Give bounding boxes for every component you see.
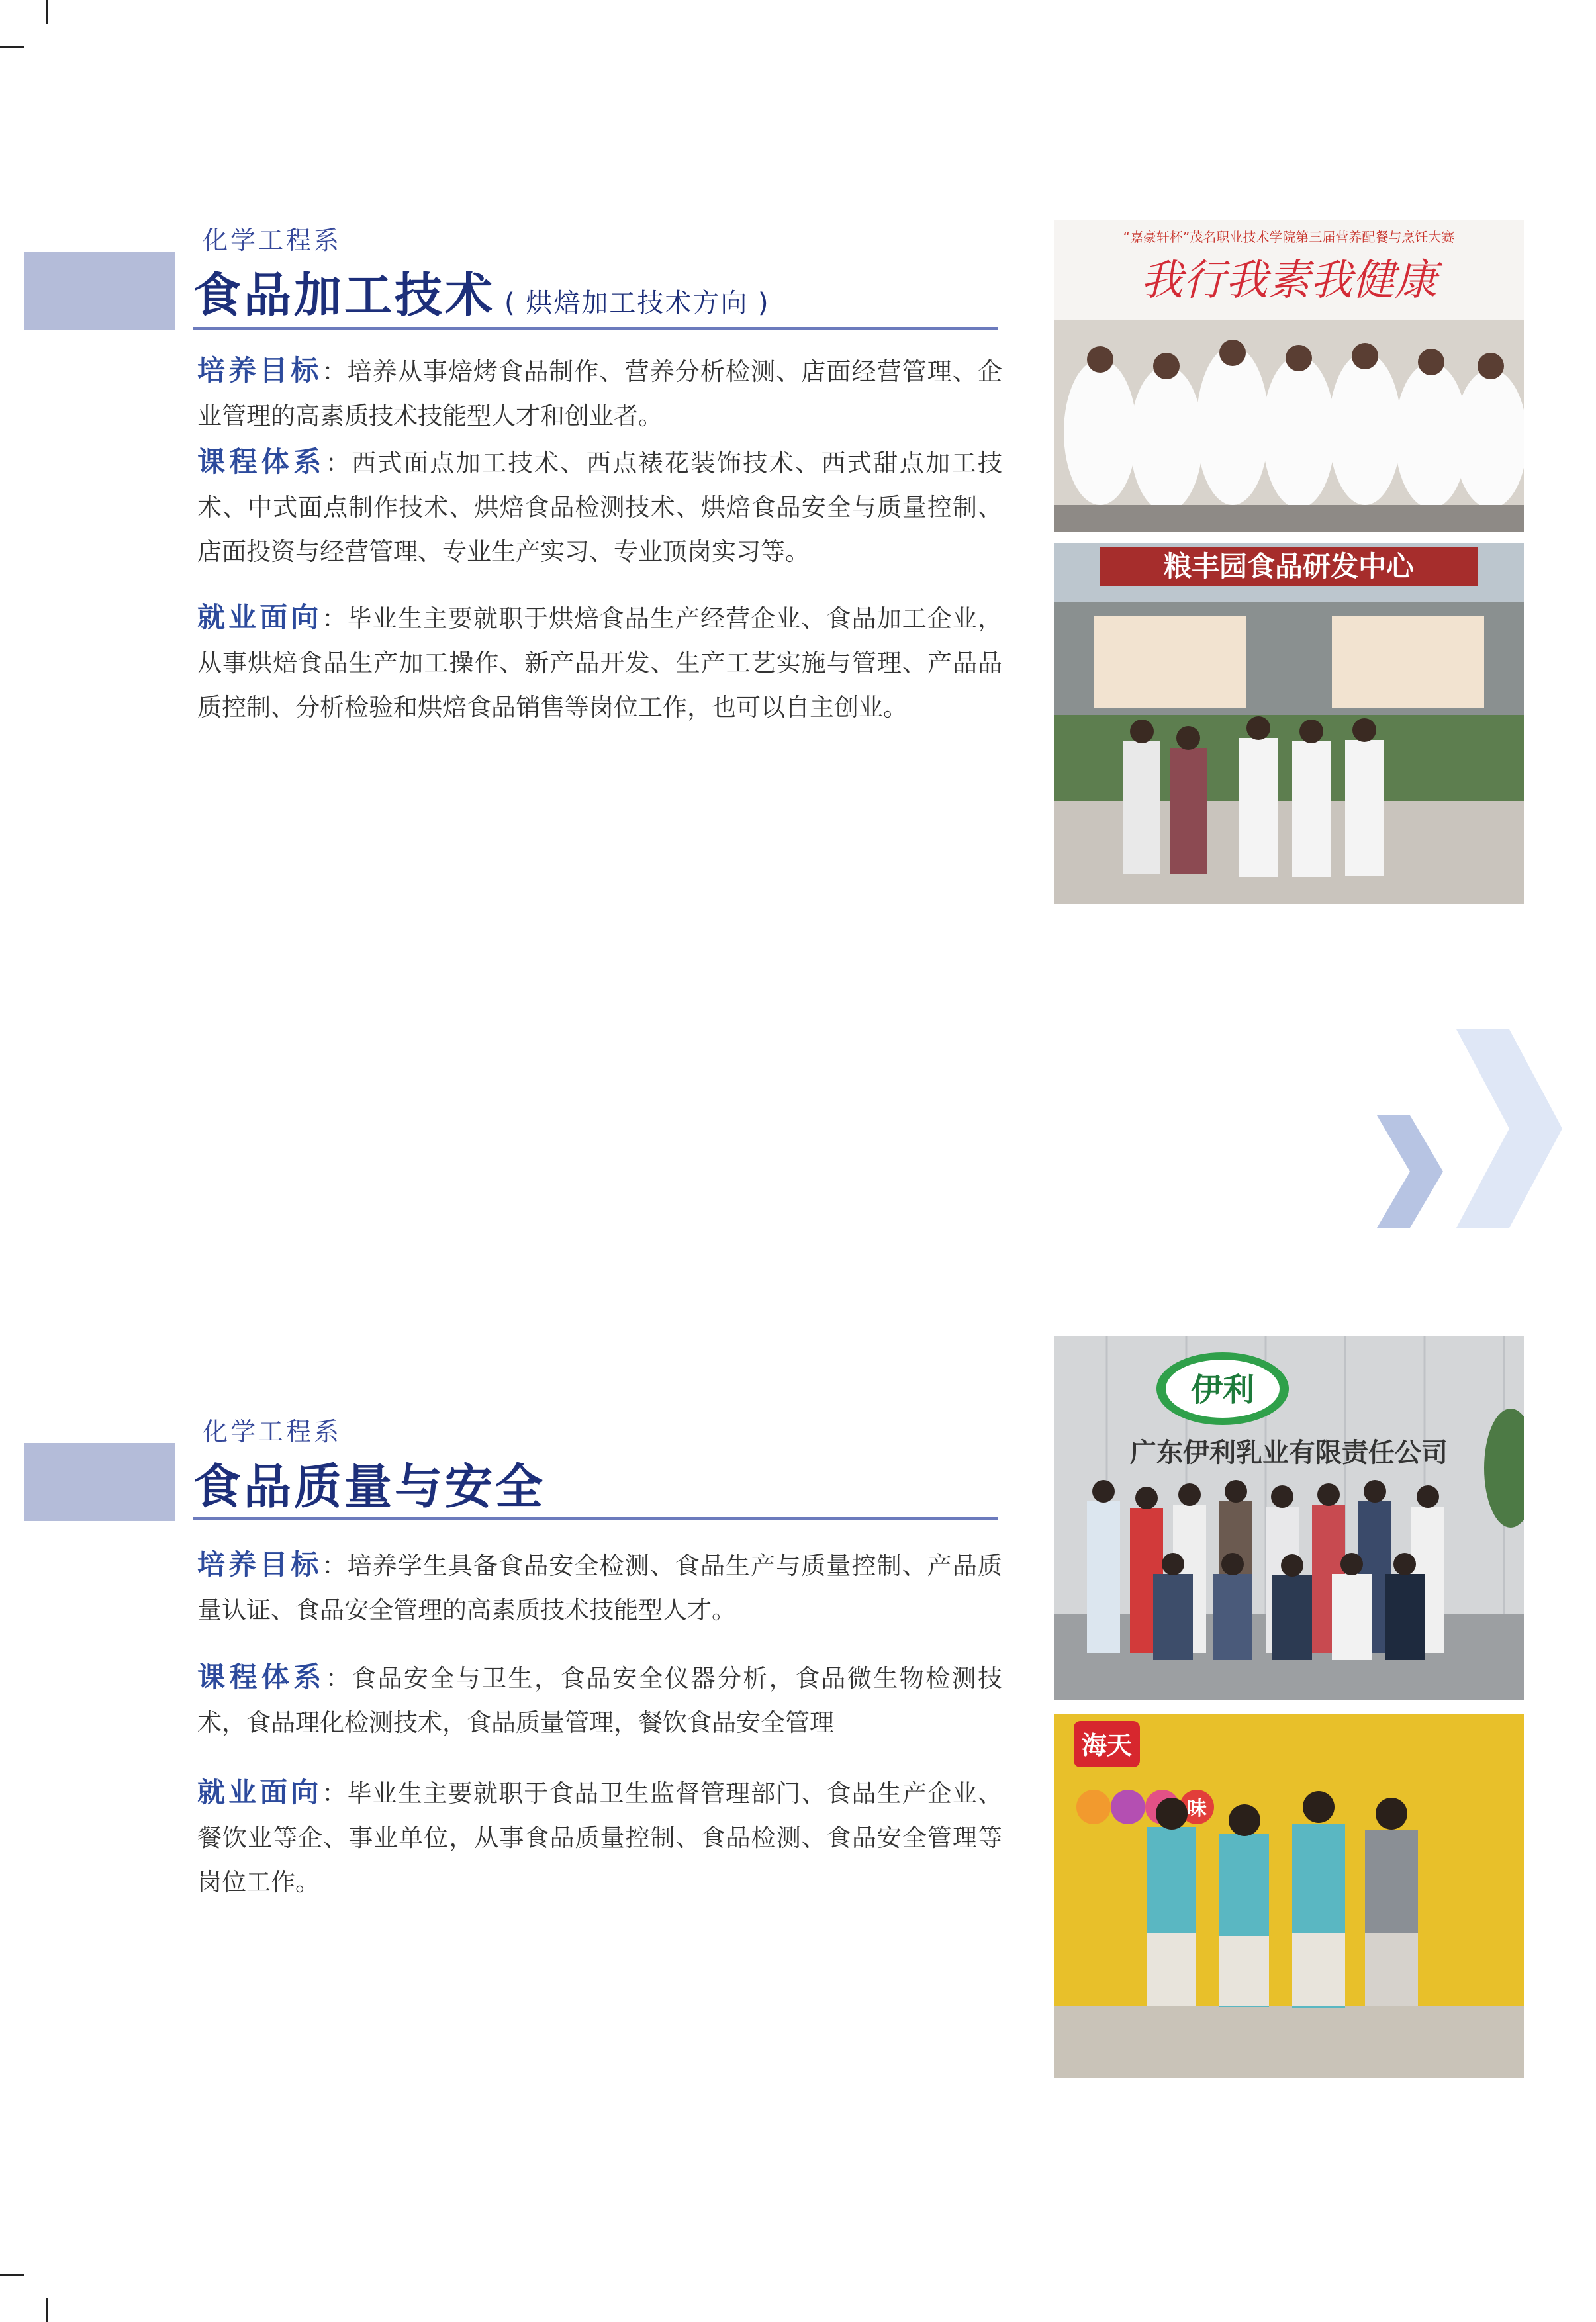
haitian-badge-text: 味	[1187, 1797, 1207, 1820]
goal-paragraph	[197, 348, 1002, 438]
haitian-visit-photo	[1054, 1714, 1524, 2078]
employment-text: ：毕业生主要就职于食品卫生监督管理部门、食品生产企业、餐饮业等企、事业单位，从事食品质量控制、食品检测、食品安全管理等岗位工作。	[197, 1779, 1002, 1896]
building-sign-text: 粮丰园食品研发中心	[1163, 550, 1415, 582]
course-label: 课程体系	[197, 1661, 326, 1693]
chevron-arrows-icon	[1377, 1029, 1562, 1248]
employment-paragraph	[197, 595, 1002, 729]
crop-mark	[46, 2298, 48, 2322]
employment-paragraph	[197, 1770, 1002, 1904]
competition-group-photo	[1054, 220, 1524, 532]
goal-text: ：培养学生具备食品安全检测、食品生产与质量控制、产品质量认证、食品安全管理的高素质技术技能型人才。	[197, 1552, 1002, 1624]
haitian-logo-text: 海天	[1081, 1731, 1133, 1760]
section-band	[24, 252, 175, 330]
department-label: 化学工程系	[203, 1417, 342, 1446]
goal-label: 培养目标	[197, 354, 322, 387]
section-subtitle: ( 烘焙加工技术方向 )	[504, 288, 770, 318]
course-label: 课程体系	[197, 445, 326, 478]
crop-mark	[0, 2274, 24, 2276]
goal-text: ：培养从事焙烤食品制作、营养分析检测、店面经营管理、企业管理的高素质技术技能型人才和创业者。	[197, 357, 1002, 430]
yili-logo-text: 伊利	[1190, 1371, 1255, 1409]
course-paragraph	[197, 440, 1002, 574]
title-underline	[193, 1517, 998, 1520]
employment-label: 就业面向	[197, 601, 322, 633]
title-underline	[193, 327, 998, 330]
course-text: ：西式面点加工技术、西点裱花装饰技术、西式甜点加工技术、中式面点制作技术、烘焙食品检测技术、烘焙食品安全与质量控制、店面投资与经营管理、专业生产实习、专业顶岗实习等。	[197, 449, 1002, 566]
section-title-text: 食品加工技术	[193, 267, 496, 323]
section-title	[193, 257, 770, 326]
section-title: 食品质量与安全	[193, 1459, 546, 1514]
banner-top-text: “嘉豪轩杯”茂名职业技术学院第三届营养配餐与烹饪大赛	[1123, 229, 1455, 245]
goal-label: 培养目标	[197, 1548, 322, 1581]
employment-text: ：毕业生主要就职于烘焙食品生产经营企业、食品加工企业，从事烘焙食品生产加工操作、新产品开发、生产工艺实施与管理、产品品质控制、分析检验和烘焙食品销售等岗位工作，也可以自主创业。	[197, 604, 1002, 721]
course-paragraph	[197, 1655, 1002, 1745]
banner-main-text: 我行我素我健康	[1141, 256, 1437, 305]
department-label: 化学工程系	[203, 226, 342, 255]
crop-mark	[46, 0, 48, 24]
section-band	[24, 1443, 175, 1521]
goal-paragraph	[197, 1542, 1002, 1632]
yili-company-photo	[1054, 1336, 1524, 1700]
employment-label: 就业面向	[197, 1776, 322, 1808]
rd-center-visit-photo	[1054, 543, 1524, 904]
course-text: ：食品安全与卫生，食品安全仪器分析，食品微生物检测技术，食品理化检测技术，食品质量管理，餐饮食品安全管理	[197, 1664, 1002, 1737]
yili-sign-text: 广东伊利乳业有限责任公司	[1130, 1438, 1448, 1468]
crop-mark	[0, 46, 24, 48]
